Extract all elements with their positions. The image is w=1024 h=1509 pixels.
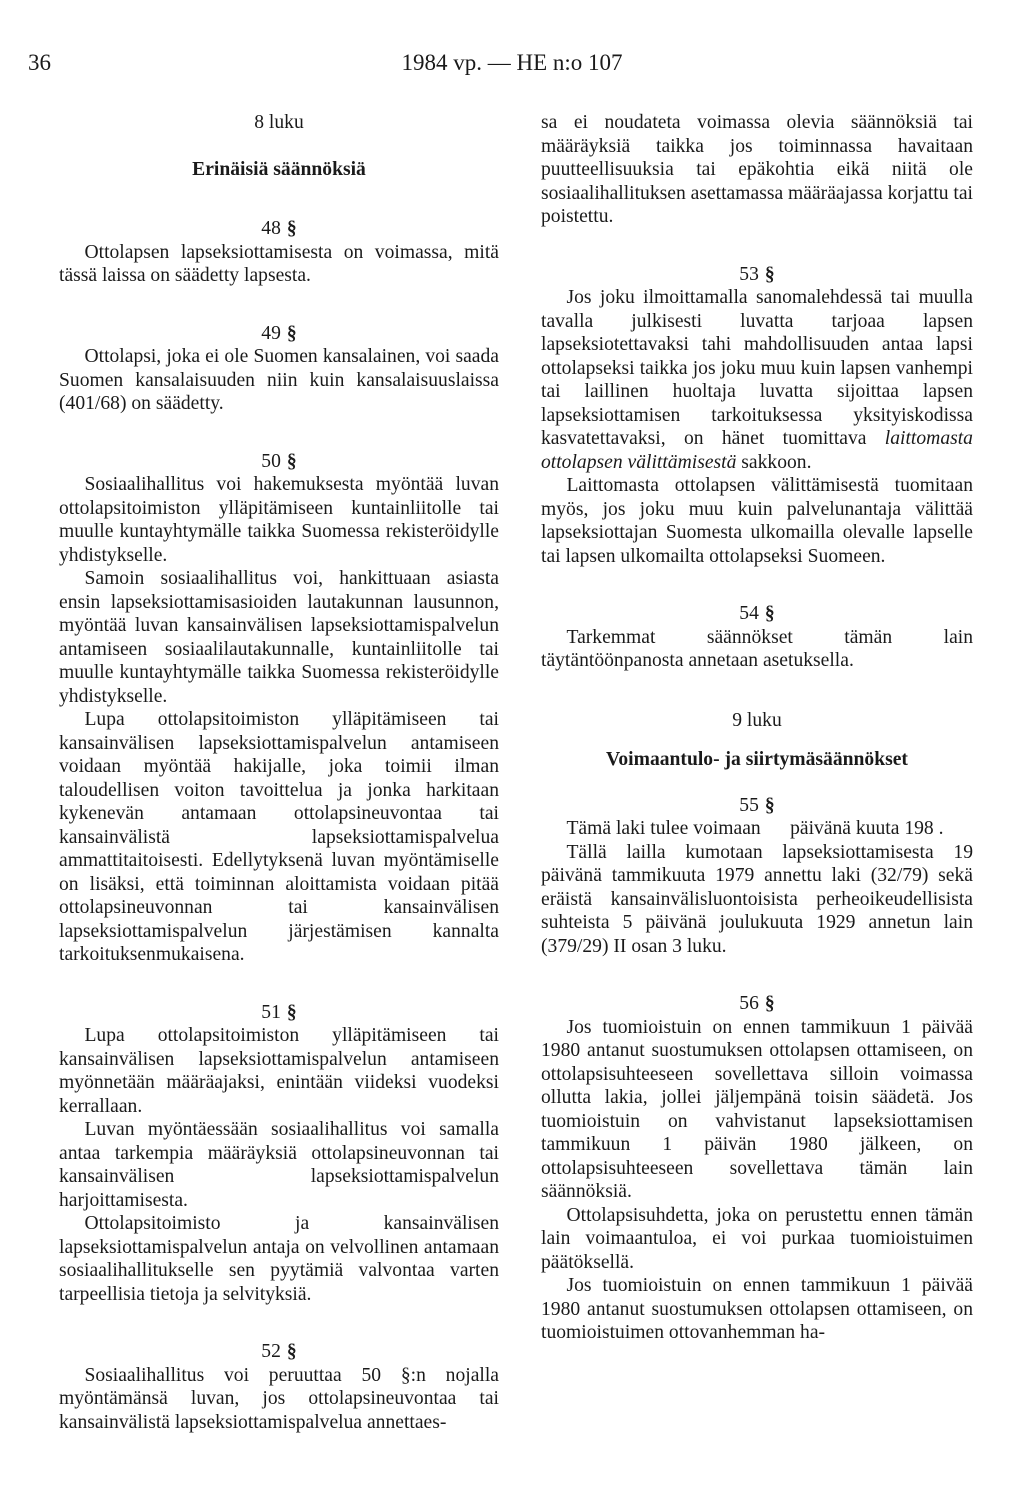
section-54-number: 54 (739, 603, 759, 624)
section-52-paragraph-1: Sosiaalihallitus voi peruuttaa 50 §:n nojalla myöntämänsä luvan, jos ottolapsineuvontaa tai kansainvälistä lapseksiottamispalvelua annettaes- (59, 1364, 499, 1433)
section-49-paragraph-1: Ottolapsi, joka ei ole Suomen kansalainen, voi saada Suomen kansalaisuuden niin kuin kansalaisuuslaissa (401/68) on säädetty. (59, 346, 499, 414)
section-50-number: 50 (261, 450, 281, 472)
section-50-paragraph-2: Samoin sosiaalihallitus voi, hankittuaan asiasta ensin lapseksiottamisasioiden lautakunnan lausunnon, myöntää luvan kansainvälisen lapseksiottamispalvelun antamiseen sosiaalilautakunnalle, kuntainliitolle tai muulle kuntayhtymälle taikka Suomessa rekisteröidylle yhdistykselle. (59, 568, 499, 707)
section-symbol: § (764, 603, 775, 624)
section-53-paragraph-1 (541, 286, 973, 474)
section-56-heading (541, 992, 973, 1016)
section-symbol: § (286, 1341, 297, 1362)
section-53-heading (541, 263, 973, 287)
chapter-9-title: Voimaantulo- ja siirtymäsäännökset (606, 749, 908, 770)
right-column (541, 111, 973, 1345)
section-52-heading (59, 1340, 499, 1364)
section-53-paragraph-2: Laittomasta ottolapsen välittämisestä tuomitaan myös, jos joku muu kuin palvelunantaja välittää lapseksiottajan Suomesta ulkomailla olevalle lapselle tai lapsen ulkomailta ottolapseksi Suomeen. (541, 475, 973, 567)
section-48-number: 48 (261, 218, 281, 239)
chapter-8-title: Erinäisiä säännöksiä (192, 158, 366, 180)
chapter-8-number: 8 luku (254, 112, 304, 133)
section-55-heading (541, 794, 973, 818)
section-56-number: 56 (739, 993, 759, 1014)
section-48-heading (59, 217, 499, 241)
section-53-text-b: sakkoon. (741, 451, 812, 473)
section-symbol: § (764, 993, 775, 1014)
chapter-9-number: 9 luku (732, 709, 782, 731)
section-51-paragraph-1: Lupa ottolapsitoimiston ylläpitämiseen tai kansainvälisen lapseksiottamispalvelun antamiseen myönnetään määräajaksi, enintään viideksi vuodeksi kerrallaan. (59, 1025, 499, 1117)
page-number: 36 (28, 50, 51, 75)
section-56-paragraph-3: Jos tuomioistuin on ennen tammikuun 1 päivää 1980 antanut suostumuksen ottolapsen ottamiseen, on tuomioistuimen ottovanhemman ha- (541, 1275, 973, 1343)
section-symbol: § (764, 263, 775, 285)
section-symbol: § (286, 218, 297, 239)
section-49-heading (59, 322, 499, 346)
section-52-continuation: sa ei noudateta voimassa olevia säännöksiä tai määräyksiä taikka jos toiminnassa havaitaan puutteellisuuksia tai epäkohtia eikä niitä ole sosiaalihallituksen asettamassa määräajassa korjattu tai poistettu. (541, 112, 974, 227)
section-54-paragraph-1: Tarkemmat säännökset tämän lain täytäntöönpanosta annetaan asetuksella. (541, 626, 973, 671)
section-50-paragraph-1: Sosiaalihallitus voi hakemuksesta myöntää luvan ottolapsitoimiston ylläpitämiseen kuntainliitolle tai muulle kuntayhtymälle taikka Suomessa rekisteröidylle yhdistykselle. (59, 474, 499, 566)
section-55-paragraph-2: Tällä lailla kumotaan lapseksiottamisesta 19 päivänä tammikuuta 1979 annettu laki (32/79) sekä eräistä kansainvälisluontoisista perheoikeudellisista suhteista 5 päivänä joulukuuta 1929 annetun lain (379/29) II osan 3 luku. (541, 841, 973, 957)
section-49-number: 49 (261, 322, 281, 344)
section-50-heading (59, 450, 499, 474)
section-51-heading (59, 1001, 499, 1025)
section-52-number: 52 (261, 1341, 281, 1362)
page-header (0, 50, 1024, 80)
section-symbol: § (764, 794, 775, 816)
section-55-number: 55 (739, 794, 759, 816)
section-53-offence-name: laittomasta ottolapsen välittämisestä (541, 428, 973, 473)
section-symbol: § (286, 450, 297, 472)
section-51-paragraph-2: Luvan myöntäessään sosiaalihallitus voi samalla antaa tarkempia määräyksiä ottolapsineuvonnan tai kansainvälisen lapseksiottamispalvelun harjoittamisesta. (59, 1119, 499, 1211)
left-column (59, 111, 499, 1434)
section-55-paragraph-1: Tämä laki tulee voimaan päivänä kuuta 198 . (566, 818, 944, 839)
section-symbol: § (286, 1001, 297, 1023)
section-56-paragraph-1: Jos tuomioistuin on ennen tammikuun 1 päivää 1980 antanut suostumuksen ottolapsen ottamiseen, on ottolapsisuhteeseen sovellettava silloin voimassa ollutta lakia, jollei jäljempänä toisin säädetä. Jos tuomioistuin on vahvistanut lapseksiottamisen tammikuun 1 päivän 1980 jälkeen, on ottolapsisuhteeseen sovellettava tämän lain säännöksiä. (541, 1016, 973, 1202)
section-53-text-a: Jos joku ilmoittamalla sanomalehdessä tai muulla tavalla julkisesti luvatta tarjoaa lapsen lapseksiotettavaksi tahi mahdollisuuden antaa lapsi ottolapseksi taikka jos joku muu kuin lapsen vanhempi tai laillinen huoltaja luvatta sijoittaa lapsen lapseksiottamisen tarkoituksessa yksityiskodissa kasvatettavaksi, on hänet tuomittava (541, 287, 973, 449)
section-symbol: § (286, 322, 297, 344)
section-53-number: 53 (739, 263, 759, 285)
section-51-paragraph-3: Ottolapsitoimisto ja kansainvälisen lapseksiottamispalvelun antaja on velvollinen antamaan sosiaalihallitukselle sen pyytämiä valvontaa varten tarpeellisia tietoja ja selvityksiä. (59, 1213, 499, 1305)
section-48-paragraph-1: Ottolapsen lapseksiottamisesta on voimassa, mitä tässä laissa on säädetty lapsesta. (59, 241, 499, 286)
running-title: 1984 vp. — HE n:o 107 (401, 50, 623, 75)
section-54-heading (541, 602, 973, 626)
section-56-paragraph-2: Ottolapsisuhdetta, joka on perustettu ennen tämän lain voimaantuloa, ei voi purkaa tuomioistuimen päätöksellä. (541, 1204, 973, 1273)
section-51-number: 51 (261, 1001, 281, 1023)
section-50-paragraph-3: Lupa ottolapsitoimiston ylläpitämiseen tai kansainvälisen lapseksiottamispalvelun antamiseen voidaan myöntää hakijalle, joka toimii ilman taloudellisen voiton tavoittelua ja jonka harkitaan kykenevän antamaan ottolapsineuvontaa tai kansainvälistä lapseksiottamispalvelua ammattitaitoisesti. Edellytyksenä luvan myöntämiselle on lisäksi, että toiminnan aloittamista voidaan pitää ottolapsineuvonnan tai kansainvälisen lapseksiottamispalvelun järjestämisen kannalta tarkoituksenmukaisena. (59, 709, 499, 965)
